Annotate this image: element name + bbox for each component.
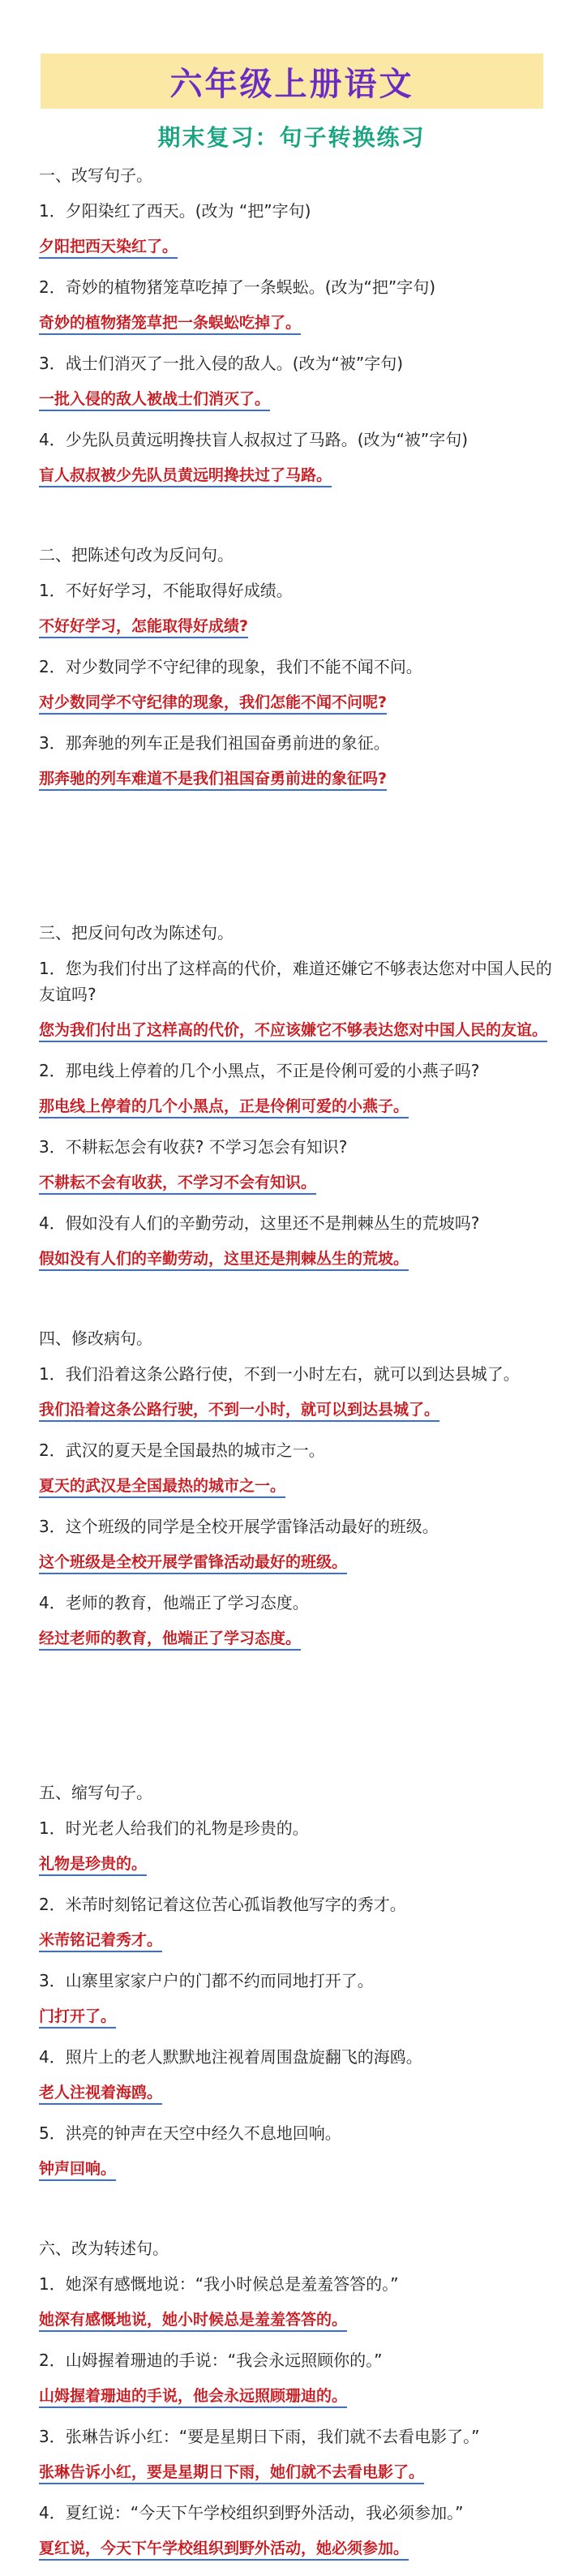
answer-underlined: 那电线上停着的几个小黑点，正是伶俐可爱的小燕子。: [39, 1097, 409, 1118]
question-text: 5．洪亮的钟声在天空中经久不息地回响。: [39, 2123, 341, 2143]
answer-underlined: 这个班级是全校开展学雷锋活动最好的班级。: [39, 1553, 347, 1574]
answer-underlined: 门打开了。: [39, 2007, 116, 2029]
answer-underlined: 不好好学习，怎能取得好成绩?: [39, 617, 248, 638]
answer-text: [39, 2459, 558, 2485]
answer-text: [39, 1397, 558, 1423]
answer-text: [39, 1549, 558, 1575]
answer-underlined: 我们沿着这条公路行驶，不到一小时，就可以到达县城了。: [39, 1401, 439, 1422]
answer-underlined: 您为我们付出了这样高的代价，不应该嫌它不够表达您对中国人民的友谊。: [39, 1021, 547, 1042]
section-heading: 六、改为转述句。: [39, 2239, 169, 2258]
answer-underlined: 对少数同学不守纪律的现象，我们怎能不闻不问呢?: [39, 693, 387, 715]
section-5: [39, 1780, 558, 2182]
answer-underlined: 奇妙的植物猪笼草把一条蜈蚣吃掉了。: [39, 314, 301, 335]
answer-underlined: 经过老师的教育，他端正了学习态度。: [39, 1629, 301, 1651]
question-text: 4．照片上的老人默默地注视着周围盘旋翻飞的海鸥。: [39, 2047, 422, 2067]
answer-text: [39, 1017, 558, 1043]
question-text: 3．张琳告诉小红：“要是星期日下雨，我们就不去看电影了。”: [39, 2427, 480, 2446]
answer-text: [39, 689, 558, 715]
answer-underlined: 她深有感慨地说，她小时候总是羞羞答答的。: [39, 2311, 347, 2332]
question-text: 2．奇妙的植物猪笼草吃掉了一条蜈蚣。(改为“把”字句): [39, 277, 436, 297]
answer-underlined: 那奔驰的列车难道不是我们祖国奋勇前进的象征吗?: [39, 770, 387, 791]
answer-underlined: 假如没有人们的辛勤劳动，这里还是荆棘丛生的荒坡。: [39, 1250, 409, 1271]
question-text: 1．您为我们付出了这样高的代价，难道还嫌它不够表达您对中国人民的友谊吗?: [39, 959, 552, 1004]
question-text: 2．对少数同学不守纪律的现象，我们不能不闻不问。: [39, 657, 422, 676]
question-text: 4．夏红说：“今天下午学校组织到野外活动，我必须参加。”: [39, 2503, 464, 2522]
answer-underlined: 一批入侵的敌人被战士们消灭了。: [39, 390, 270, 411]
question-text: 1．她深有感慨地说：“我小时候总是羞羞答答的。”: [39, 2274, 399, 2294]
question-text: 2．那电线上停着的几个小黑点，不正是伶俐可爱的小燕子吗?: [39, 1061, 480, 1080]
question-text: 2．米芾时刻铭记着这位苦心孤诣教他写字的秀才。: [39, 1895, 406, 1914]
section-1: [39, 162, 558, 488]
answer-underlined: 礼物是珍贵的。: [39, 1855, 147, 1876]
answer-underlined: 夏红说，今天下午学校组织到野外活动，她必须参加。: [39, 2540, 409, 2561]
section-2: [39, 542, 558, 792]
section-heading: 三、把反问句改为陈述句。: [39, 923, 234, 942]
question-text: 3．这个班级的同学是全校开展学雷锋活动最好的班级。: [39, 1517, 439, 1536]
answer-text: [39, 2156, 558, 2182]
section-heading: 一、改写句子。: [39, 165, 152, 185]
answer-text: [39, 1851, 558, 1877]
answer-text: [39, 1093, 558, 1119]
question-text: 1．夕阳染红了西天。(改为 “把”字句): [39, 201, 311, 221]
answer-text: [39, 1246, 558, 1272]
section-6: [39, 2235, 558, 2561]
answer-underlined: 山姆握着珊迪的手说，他会永远照顾珊迪的。: [39, 2387, 347, 2408]
answer-text: [39, 1625, 558, 1651]
answer-underlined: 夕阳把西天染红了。: [39, 238, 178, 259]
answer-underlined: 夏天的武汉是全国最热的城市之一。: [39, 1477, 285, 1498]
section-heading: 二、把陈述句改为反问句。: [39, 545, 234, 565]
answer-text: [39, 310, 558, 336]
answer-text: [39, 1170, 558, 1196]
answer-text: [39, 2535, 558, 2561]
answer-text: [39, 2003, 558, 2029]
answer-text: [39, 613, 558, 639]
answer-text: [39, 766, 558, 792]
answer-underlined: 钟声回响。: [39, 2160, 116, 2181]
question-text: 2．武汉的夏天是全国最热的城市之一。: [39, 1440, 325, 1460]
answer-text: [39, 2080, 558, 2106]
answer-text: [39, 1927, 558, 1953]
question-text: 1．我们沿着这条公路行使，不到一小时左右，就可以到达县城了。: [39, 1364, 520, 1384]
answer-text: [39, 386, 558, 412]
page-subtitle: 期末复习：句子转换练习: [157, 124, 426, 151]
answer-text: [39, 1473, 558, 1499]
answer-underlined: 老人注视着海鸥。: [39, 2084, 162, 2105]
section-4: [39, 1325, 558, 1651]
question-text: 3．山寨里家家户户的门都不约而同地打开了。: [39, 1971, 374, 1990]
section-heading: 五、缩写句子。: [39, 1783, 152, 1802]
question-text: 1．不好好学习，不能取得好成绩。: [39, 581, 293, 600]
section-heading: 四、修改病句。: [39, 1329, 152, 1348]
question-text: 3．不耕耘怎会有收获? 不学习怎会有知识?: [39, 1137, 348, 1157]
answer-underlined: 盲人叔叔被少先队员黄远明搀扶过了马路。: [39, 466, 332, 487]
question-text: 2．山姆握着珊迪的手说：“我会永远照顾你的。”: [39, 2351, 383, 2370]
question-text: 4．少先队员黄远明搀扶盲人叔叔过了马路。(改为“被”字句): [39, 430, 469, 449]
page-title: 六年级上册语文: [169, 65, 414, 103]
question-text: 4．老师的教育，他端正了学习态度。: [39, 1593, 309, 1612]
answer-text: [39, 2307, 558, 2333]
question-text: 3．那奔驰的列车正是我们祖国奋勇前进的象征。: [39, 733, 390, 753]
exercise-content: [39, 162, 558, 2576]
answer-underlined: 不耕耘不会有收获，不学习不会有知识。: [39, 1174, 316, 1195]
answer-underlined: 米芾铭记着秀才。: [39, 1931, 162, 1952]
answer-text: [39, 462, 558, 488]
answer-text: [39, 234, 558, 260]
section-3: [39, 920, 558, 1272]
title-banner: [41, 54, 543, 109]
answer-text: [39, 2383, 558, 2409]
question-text: 1．时光老人给我们的礼物是珍贵的。: [39, 1818, 309, 1838]
question-text: 4．假如没有人们的辛勤劳动，这里还不是荆棘丛生的荒坡吗?: [39, 1213, 480, 1233]
answer-underlined: 张琳告诉小红，要是星期日下雨，她们就不去看电影了。: [39, 2463, 424, 2484]
question-text: 3．战士们消灭了一批入侵的敌人。(改为“被”字句): [39, 354, 404, 373]
